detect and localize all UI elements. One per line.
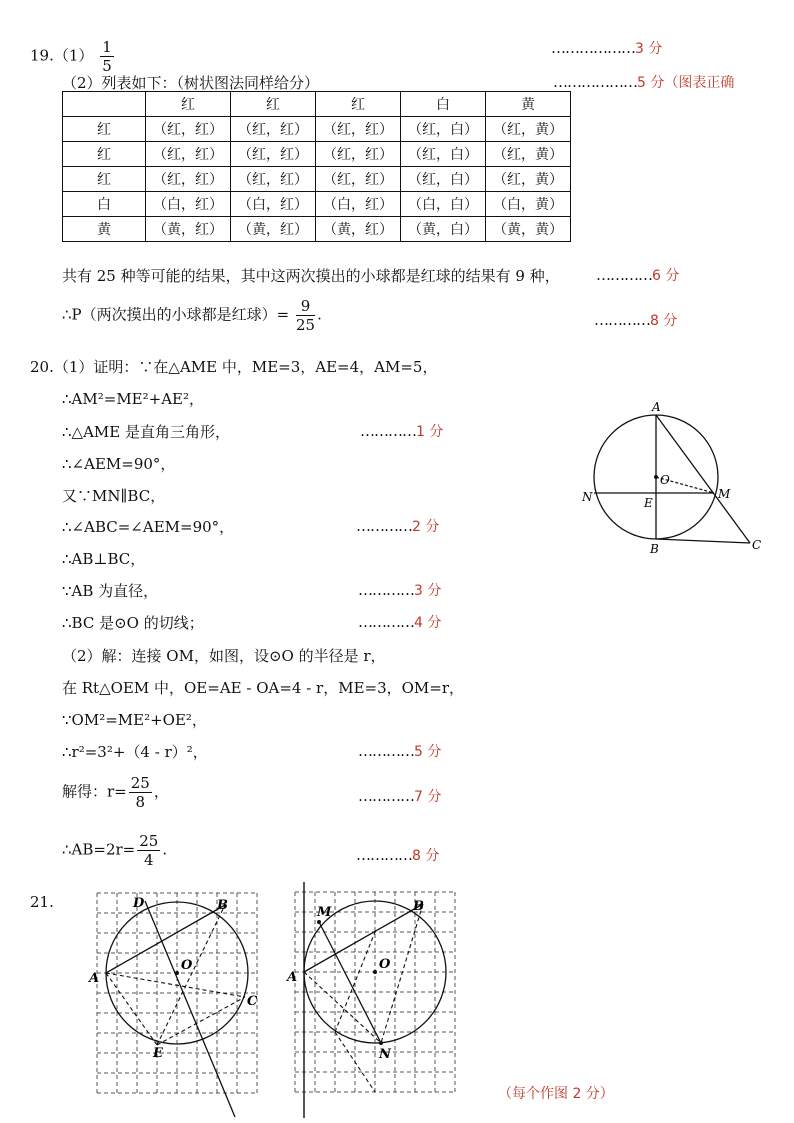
q19-p1-score: ………………3 分 <box>551 39 663 57</box>
table-row: 黄 （黄，红） （黄，红） （黄，红） （黄，白） （黄，黄） <box>63 217 571 242</box>
q20-line4: ∴∠AEM=90°， <box>62 455 176 473</box>
q21-number: 21. <box>30 893 54 911</box>
q20-line7: ∴AB⊥BC， <box>62 550 146 568</box>
q20-score3: …………3 分 <box>358 581 442 599</box>
q20-line13: ∴r²=3²+（4 - r）²， <box>62 743 208 761</box>
label-B: B <box>650 542 659 556</box>
table-row: 红 （红，红） （红，红） （红，红） （红，白） （红，黄） <box>63 142 571 167</box>
q20-score2: …………2 分 <box>356 517 440 535</box>
table-header-row: 红 红 红 白 黄 <box>63 92 571 117</box>
q19-part1: 19.（1） $\frac{1}{5}$ <box>30 38 112 75</box>
label-A: A <box>652 400 661 414</box>
table-row: 红 （红，红） （红，红） （红，红） （红，白） （红，黄） <box>63 167 571 192</box>
q20-line11: 在 Rt△OEM 中，OE=AE - OA=4 - r，ME=3，OM=r， <box>62 679 465 697</box>
q20-line8: ∵AB 为直径， <box>62 582 159 600</box>
q20-score7: …………7 分 <box>358 787 442 805</box>
q20-line10: （2）解：连接 OM，如图，设⊙O 的半径是 r， <box>62 647 386 665</box>
label-E: E <box>153 1046 163 1061</box>
q20-score8: …………8 分 <box>356 846 440 864</box>
q19-result: 共有 25 种等可能的结果，其中这两次摸出的小球都是红球的结果有 9 种， <box>62 267 560 285</box>
label-N: N <box>379 1047 391 1062</box>
q20-score5: …………5 分 <box>358 742 442 760</box>
q20-score1: …………1 分 <box>360 422 444 440</box>
label-A: A <box>89 971 100 986</box>
table-row: 红 （红，红） （红，红） （红，红） （红，白） （红，黄） <box>63 117 571 142</box>
q20-line12: ∵OM²=ME²+OE²， <box>62 711 207 729</box>
q19-result-score: …………6 分 <box>596 266 680 284</box>
q20-line2: ∴AM²=ME²+AE²， <box>62 390 205 408</box>
label-A: A <box>287 970 298 985</box>
q20-line1: 20.（1）证明：∵在△AME 中，ME=3，AE=4，AM=5， <box>30 358 438 376</box>
q19-p2-score: ………………5 分（图表正确 <box>553 73 735 91</box>
label-C: C <box>247 994 258 1009</box>
q19-probability: ∴P（两次摸出的小球都是红球）= $\frac{9}{25}$ . <box>62 297 322 334</box>
outcome-table <box>62 91 571 242</box>
q19-p2-intro: （2）列表如下：（树状图法同样给分） <box>62 74 320 92</box>
q20-line9: ∴BC 是⊙O 的切线； <box>62 614 204 632</box>
label-D: D <box>133 896 145 911</box>
q20-line14: 解得：r= $\frac{25}{8}$ ， <box>62 774 169 811</box>
q20-score4: …………4 分 <box>358 613 442 631</box>
label-M: M <box>718 487 731 501</box>
label-E: E <box>644 496 653 510</box>
label-M: M <box>317 905 332 920</box>
label-C: C <box>752 538 762 552</box>
q20-circle-figure <box>580 395 780 565</box>
label-B: B <box>217 898 228 913</box>
q21-figure-2 <box>285 880 470 1120</box>
q20-line3: ∴△AME 是直角三角形， <box>62 423 230 441</box>
label-O: O <box>181 958 193 973</box>
q19-prob-score: …………8 分 <box>594 311 678 329</box>
label-N: N <box>582 490 593 504</box>
q21-score-note: （每个作图 2 分） <box>498 1086 614 1102</box>
label-B: B <box>413 899 424 914</box>
q21-figure-1 <box>85 885 275 1120</box>
label-O: O <box>379 957 391 972</box>
table-row: 白 （白，红） （白，红） （白，红） （白，白） （白，黄） <box>63 192 571 217</box>
q20-line5: 又∵MN∥BC， <box>62 487 166 505</box>
q20-line6: ∴∠ABC=∠AEM=90°， <box>62 518 235 536</box>
label-O: O <box>660 473 670 487</box>
q20-line15: ∴AB=2r= $\frac{25}{4}$ . <box>62 832 168 869</box>
fraction: $\frac{1}{5}$ <box>102 38 112 75</box>
